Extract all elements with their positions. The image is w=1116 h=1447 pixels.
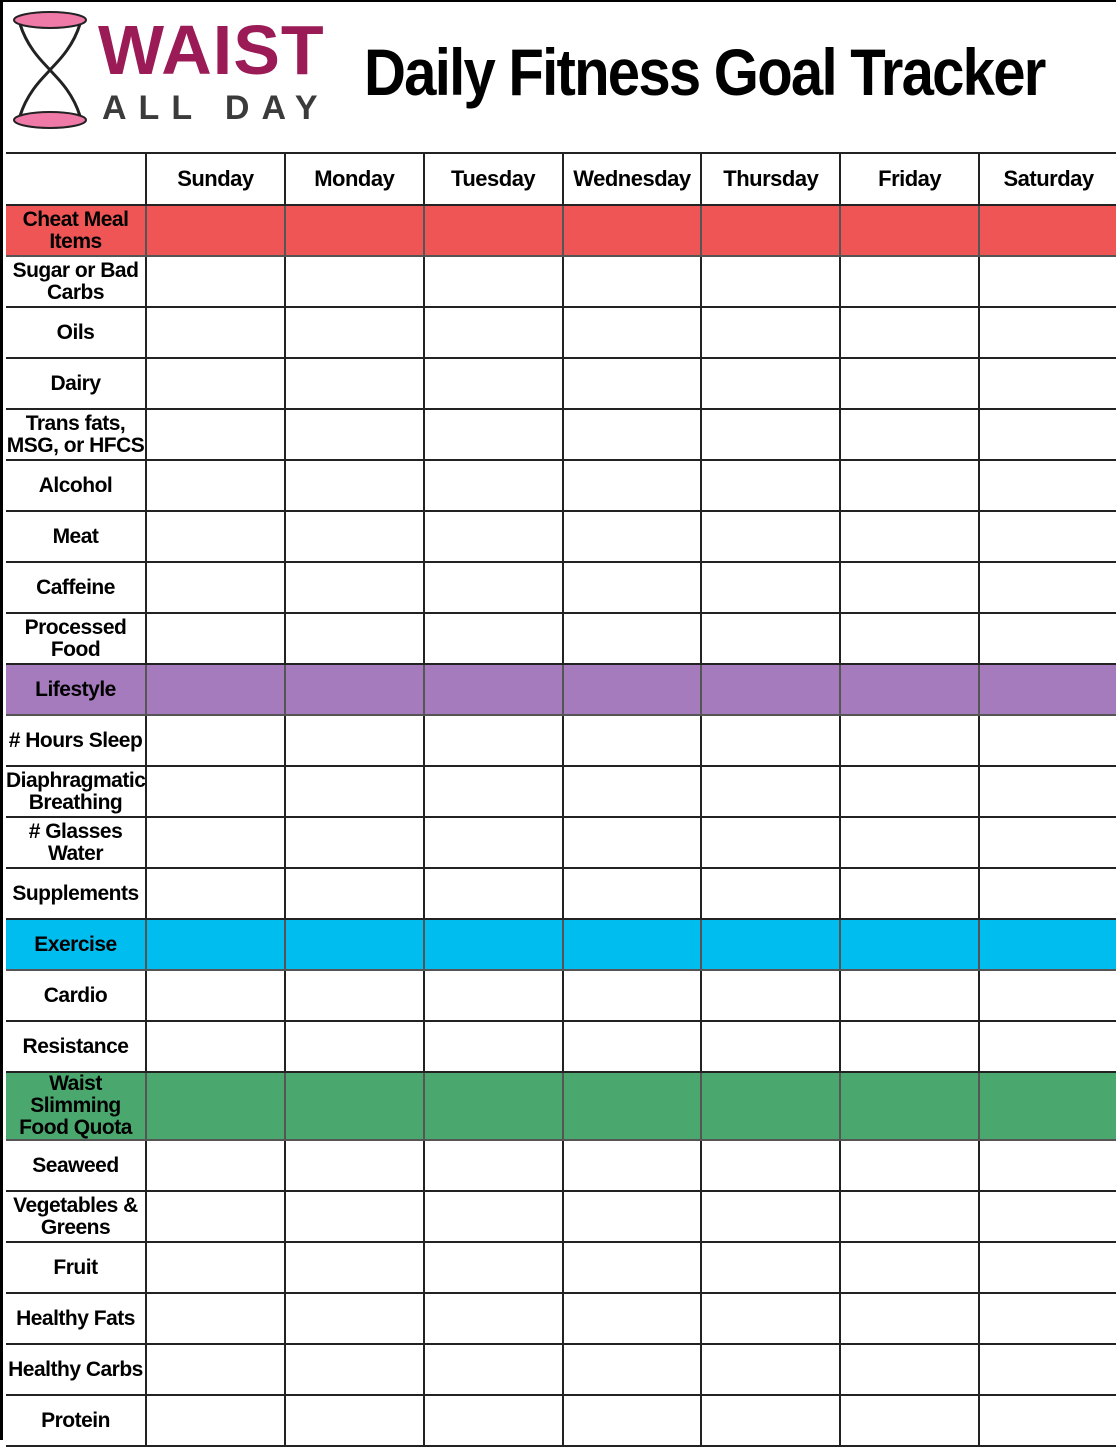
section-cell xyxy=(701,1072,840,1140)
entry-cell[interactable] xyxy=(840,562,979,613)
section-cell xyxy=(424,205,563,256)
entry-cell[interactable] xyxy=(285,409,424,460)
row-label: Fruit xyxy=(6,1242,146,1293)
entry-cell[interactable] xyxy=(840,766,979,817)
entry-cell[interactable] xyxy=(979,409,1116,460)
entry-cell[interactable] xyxy=(840,970,979,1021)
row-label: Processed Food xyxy=(6,613,146,664)
entry-cell[interactable] xyxy=(285,715,424,766)
entry-cell[interactable] xyxy=(424,1344,563,1395)
entry-cell[interactable] xyxy=(146,1021,285,1072)
entry-cell[interactable] xyxy=(563,562,702,613)
entry-cell[interactable] xyxy=(424,1242,563,1293)
tracker-row xyxy=(6,1344,1116,1395)
entry-cell[interactable] xyxy=(979,766,1116,817)
row-label: # Hours Sleep xyxy=(6,715,146,766)
day-header-wednesday: Wednesday xyxy=(563,153,702,205)
row-label: Vegetables & Greens xyxy=(6,1191,146,1242)
entry-cell[interactable] xyxy=(563,256,702,307)
section-cell xyxy=(979,205,1116,256)
entry-cell[interactable] xyxy=(146,766,285,817)
entry-cell[interactable] xyxy=(285,817,424,868)
entry-cell[interactable] xyxy=(563,1140,702,1191)
tracker-row xyxy=(6,409,1116,460)
entry-cell[interactable] xyxy=(979,970,1116,1021)
entry-cell[interactable] xyxy=(701,307,840,358)
section-cell xyxy=(701,205,840,256)
entry-cell[interactable] xyxy=(701,1395,840,1446)
entry-cell[interactable] xyxy=(979,613,1116,664)
entry-cell[interactable] xyxy=(285,766,424,817)
entry-cell[interactable] xyxy=(563,970,702,1021)
entry-cell[interactable] xyxy=(563,868,702,919)
section-cell xyxy=(979,919,1116,970)
entry-cell[interactable] xyxy=(701,511,840,562)
entry-cell[interactable] xyxy=(285,1242,424,1293)
day-header-row xyxy=(6,153,1116,205)
day-header-monday: Monday xyxy=(285,153,424,205)
entry-cell[interactable] xyxy=(840,256,979,307)
entry-cell[interactable] xyxy=(285,1191,424,1242)
page-title: Daily Fitness Goal Tracker xyxy=(364,35,1045,109)
entry-cell[interactable] xyxy=(701,817,840,868)
tracker-row xyxy=(6,1140,1116,1191)
tracker-row xyxy=(6,460,1116,511)
section-cell xyxy=(146,919,285,970)
entry-cell[interactable] xyxy=(979,460,1116,511)
entry-cell[interactable] xyxy=(146,1191,285,1242)
entry-cell[interactable] xyxy=(979,562,1116,613)
entry-cell[interactable] xyxy=(285,970,424,1021)
entry-cell[interactable] xyxy=(146,817,285,868)
row-label: Trans fats, MSG, or HFCS xyxy=(6,409,146,460)
entry-cell[interactable] xyxy=(424,817,563,868)
entry-cell[interactable] xyxy=(840,409,979,460)
tracker-row xyxy=(6,715,1116,766)
entry-cell[interactable] xyxy=(424,868,563,919)
section-cell xyxy=(424,664,563,715)
tracker-row xyxy=(6,868,1116,919)
entry-cell[interactable] xyxy=(563,1344,702,1395)
entry-cell[interactable] xyxy=(840,715,979,766)
row-label: Caffeine xyxy=(6,562,146,613)
entry-cell[interactable] xyxy=(701,1293,840,1344)
entry-cell[interactable] xyxy=(840,817,979,868)
entry-cell[interactable] xyxy=(424,460,563,511)
section-cell xyxy=(563,664,702,715)
entry-cell[interactable] xyxy=(424,358,563,409)
tracker-row xyxy=(6,613,1116,664)
entry-cell[interactable] xyxy=(979,511,1116,562)
entry-cell[interactable] xyxy=(424,1395,563,1446)
section-label: Waist Slimming Food Quota xyxy=(6,1072,146,1140)
row-label: Seaweed xyxy=(6,1140,146,1191)
entry-cell[interactable] xyxy=(979,817,1116,868)
entry-cell[interactable] xyxy=(285,307,424,358)
row-label: Dairy xyxy=(6,358,146,409)
entry-cell[interactable] xyxy=(285,1140,424,1191)
entry-cell[interactable] xyxy=(701,409,840,460)
tracker-row xyxy=(6,766,1116,817)
entry-cell[interactable] xyxy=(424,307,563,358)
section-cell xyxy=(563,1072,702,1140)
tracker-row xyxy=(6,358,1116,409)
row-label: Protein xyxy=(6,1395,146,1446)
section-row xyxy=(6,664,1116,715)
entry-cell[interactable] xyxy=(424,715,563,766)
entry-cell[interactable] xyxy=(563,766,702,817)
entry-cell[interactable] xyxy=(701,1191,840,1242)
day-header-friday: Friday xyxy=(840,153,979,205)
entry-cell[interactable] xyxy=(285,1021,424,1072)
entry-cell[interactable] xyxy=(701,715,840,766)
entry-cell[interactable] xyxy=(146,460,285,511)
tracker-row xyxy=(6,307,1116,358)
section-cell xyxy=(424,919,563,970)
row-label: Supplements xyxy=(6,868,146,919)
section-cell xyxy=(701,919,840,970)
entry-cell[interactable] xyxy=(424,1021,563,1072)
entry-cell[interactable] xyxy=(146,1395,285,1446)
row-label: Resistance xyxy=(6,1021,146,1072)
section-cell xyxy=(285,919,424,970)
day-header-tuesday: Tuesday xyxy=(424,153,563,205)
entry-cell[interactable] xyxy=(563,460,702,511)
entry-cell[interactable] xyxy=(146,562,285,613)
entry-cell[interactable] xyxy=(285,562,424,613)
section-cell xyxy=(285,1072,424,1140)
row-label: Sugar or Bad Carbs xyxy=(6,256,146,307)
entry-cell[interactable] xyxy=(979,1140,1116,1191)
section-row xyxy=(6,1072,1116,1140)
section-cell xyxy=(146,664,285,715)
row-label: Meat xyxy=(6,511,146,562)
tracker-row xyxy=(6,562,1116,613)
entry-cell[interactable] xyxy=(146,511,285,562)
entry-cell[interactable] xyxy=(146,1242,285,1293)
entry-cell[interactable] xyxy=(701,562,840,613)
entry-cell[interactable] xyxy=(840,868,979,919)
tracker-body xyxy=(6,205,1116,1446)
entry-cell[interactable] xyxy=(979,1344,1116,1395)
row-label: Healthy Carbs xyxy=(6,1344,146,1395)
entry-cell[interactable] xyxy=(146,1293,285,1344)
entry-cell[interactable] xyxy=(285,511,424,562)
entry-cell[interactable] xyxy=(979,715,1116,766)
tracker-row xyxy=(6,1242,1116,1293)
entry-cell[interactable] xyxy=(424,613,563,664)
entry-cell[interactable] xyxy=(146,1344,285,1395)
tracker-row xyxy=(6,511,1116,562)
entry-cell[interactable] xyxy=(285,256,424,307)
entry-cell[interactable] xyxy=(424,766,563,817)
entry-cell[interactable] xyxy=(424,1191,563,1242)
entry-cell[interactable] xyxy=(840,358,979,409)
entry-cell[interactable] xyxy=(563,1293,702,1344)
entry-cell[interactable] xyxy=(979,358,1116,409)
entry-cell[interactable] xyxy=(563,613,702,664)
entry-cell[interactable] xyxy=(701,1344,840,1395)
entry-cell[interactable] xyxy=(146,868,285,919)
entry-cell[interactable] xyxy=(840,511,979,562)
entry-cell[interactable] xyxy=(146,715,285,766)
tracker-row xyxy=(6,970,1116,1021)
section-label: Lifestyle xyxy=(6,664,146,715)
row-label: Oils xyxy=(6,307,146,358)
entry-cell[interactable] xyxy=(840,1242,979,1293)
entry-cell[interactable] xyxy=(840,1344,979,1395)
section-label: Exercise xyxy=(6,919,146,970)
entry-cell[interactable] xyxy=(979,256,1116,307)
brand-logo-subtext: ALL DAY xyxy=(102,89,330,127)
entry-cell[interactable] xyxy=(424,970,563,1021)
day-header-saturday: Saturday xyxy=(979,153,1116,205)
entry-cell[interactable] xyxy=(701,1140,840,1191)
entry-cell[interactable] xyxy=(701,613,840,664)
entry-cell[interactable] xyxy=(979,868,1116,919)
entry-cell[interactable] xyxy=(146,1140,285,1191)
entry-cell[interactable] xyxy=(701,358,840,409)
section-cell xyxy=(285,205,424,256)
section-cell xyxy=(840,1072,979,1140)
row-label: Alcohol xyxy=(6,460,146,511)
section-label: Cheat Meal Items xyxy=(6,205,146,256)
entry-cell[interactable] xyxy=(840,613,979,664)
tracker-row xyxy=(6,1021,1116,1072)
section-cell xyxy=(146,1072,285,1140)
entry-cell[interactable] xyxy=(285,1344,424,1395)
brand-logo-text: WAIST xyxy=(98,11,325,89)
section-cell xyxy=(285,664,424,715)
section-cell xyxy=(563,205,702,256)
tracker-row xyxy=(6,817,1116,868)
section-cell xyxy=(424,1072,563,1140)
entry-cell[interactable] xyxy=(979,307,1116,358)
entry-cell[interactable] xyxy=(701,256,840,307)
section-row xyxy=(6,919,1116,970)
row-label: Healthy Fats xyxy=(6,1293,146,1344)
entry-cell[interactable] xyxy=(285,868,424,919)
entry-cell[interactable] xyxy=(424,1293,563,1344)
section-cell xyxy=(840,919,979,970)
tracker-row xyxy=(6,1293,1116,1344)
section-row xyxy=(6,205,1116,256)
entry-cell[interactable] xyxy=(563,511,702,562)
section-cell xyxy=(840,205,979,256)
entry-cell[interactable] xyxy=(146,256,285,307)
entry-cell[interactable] xyxy=(563,715,702,766)
tracker-row xyxy=(6,1191,1116,1242)
entry-cell[interactable] xyxy=(424,1140,563,1191)
day-header-thursday: Thursday xyxy=(701,153,840,205)
section-cell xyxy=(979,664,1116,715)
row-label: Cardio xyxy=(6,970,146,1021)
entry-cell[interactable] xyxy=(979,1395,1116,1446)
entry-cell[interactable] xyxy=(701,766,840,817)
entry-cell[interactable] xyxy=(701,970,840,1021)
entry-cell[interactable] xyxy=(424,562,563,613)
entry-cell[interactable] xyxy=(979,1191,1116,1242)
corner-cell xyxy=(6,153,146,205)
entry-cell[interactable] xyxy=(563,1191,702,1242)
tracker-row xyxy=(6,1395,1116,1446)
entry-cell[interactable] xyxy=(285,1395,424,1446)
section-cell xyxy=(146,205,285,256)
entry-cell[interactable] xyxy=(701,1242,840,1293)
entry-cell[interactable] xyxy=(424,409,563,460)
day-header-sunday: Sunday xyxy=(146,153,285,205)
entry-cell[interactable] xyxy=(563,358,702,409)
section-cell xyxy=(701,664,840,715)
entry-cell[interactable] xyxy=(840,1191,979,1242)
entry-cell[interactable] xyxy=(563,409,702,460)
entry-cell[interactable] xyxy=(285,460,424,511)
entry-cell[interactable] xyxy=(146,358,285,409)
entry-cell[interactable] xyxy=(701,460,840,511)
row-label: # Glasses Water xyxy=(6,817,146,868)
entry-cell[interactable] xyxy=(840,1395,979,1446)
entry-cell[interactable] xyxy=(840,1021,979,1072)
header xyxy=(6,4,1116,150)
entry-cell[interactable] xyxy=(979,1293,1116,1344)
entry-cell[interactable] xyxy=(840,460,979,511)
entry-cell[interactable] xyxy=(840,307,979,358)
entry-cell[interactable] xyxy=(840,1140,979,1191)
entry-cell[interactable] xyxy=(146,970,285,1021)
entry-cell[interactable] xyxy=(701,1021,840,1072)
entry-cell[interactable] xyxy=(146,409,285,460)
entry-cell[interactable] xyxy=(563,1395,702,1446)
entry-cell[interactable] xyxy=(146,613,285,664)
entry-cell[interactable] xyxy=(979,1021,1116,1072)
entry-cell[interactable] xyxy=(285,358,424,409)
entry-cell[interactable] xyxy=(285,613,424,664)
hourglass-icon xyxy=(10,10,90,130)
entry-cell[interactable] xyxy=(424,256,563,307)
tracker-table xyxy=(6,152,1116,1447)
section-cell xyxy=(840,664,979,715)
entry-cell[interactable] xyxy=(146,307,285,358)
entry-cell[interactable] xyxy=(563,307,702,358)
entry-cell[interactable] xyxy=(563,1021,702,1072)
entry-cell[interactable] xyxy=(701,868,840,919)
row-label: Diaphragmatic Breathing xyxy=(6,766,146,817)
tracker-row xyxy=(6,256,1116,307)
entry-cell[interactable] xyxy=(563,1242,702,1293)
entry-cell[interactable] xyxy=(424,511,563,562)
entry-cell[interactable] xyxy=(285,1293,424,1344)
entry-cell[interactable] xyxy=(563,817,702,868)
entry-cell[interactable] xyxy=(840,1293,979,1344)
entry-cell[interactable] xyxy=(979,1242,1116,1293)
section-cell xyxy=(563,919,702,970)
section-cell xyxy=(979,1072,1116,1140)
